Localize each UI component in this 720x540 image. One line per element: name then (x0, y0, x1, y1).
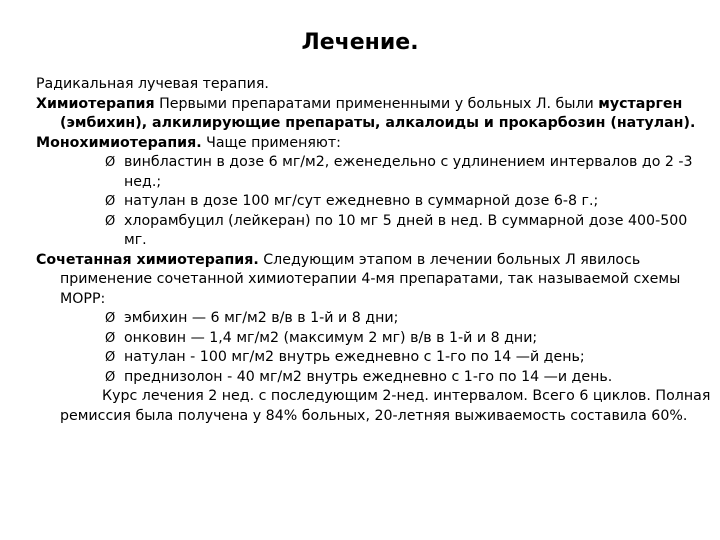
list-item (36, 329, 712, 349)
list-item-text: хлорамбуцил (лейкеран) по 10 мг 5 дней в нед. В суммарной дозе 400-500 мг. (124, 212, 688, 248)
arrow-bullet-icon: Ø (105, 155, 116, 170)
chemotherapy-drugs: мустарген (эмбихин), алкилирующие препараты, алкалоиды и прокарбозин (натулан). (60, 95, 696, 131)
arrow-bullet-icon: Ø (105, 194, 116, 209)
arrow-bullet-icon: Ø (105, 330, 116, 346)
paragraph-chemotherapy (36, 95, 712, 134)
paragraph-combined-chemotherapy (36, 251, 712, 310)
paragraph-radiation (36, 75, 712, 95)
monochemotherapy-heading: Монохимиотерапия. (36, 134, 202, 151)
arrow-bullet-icon: Ø (105, 369, 116, 385)
monochemotherapy-text: Чаще применяют: (201, 134, 341, 151)
list-item (36, 192, 712, 212)
arrow-bullet-icon: Ø (105, 311, 116, 326)
list-item (36, 368, 712, 388)
list-item-text: эмбихин — 6 мг/м2 в/в в 1-й и 8 дни; (124, 310, 399, 326)
chemotherapy-text: Первыми препаратами примененными у больных Л. были (154, 95, 599, 112)
list-item-text: онковин — 1,4 мг/м2 (максимум 2 мг) в/в в 1-й и 8 дни; (124, 329, 538, 346)
arrow-bullet-icon: Ø (105, 213, 116, 229)
chemotherapy-heading: Химиотерапия (36, 95, 155, 112)
list-item-text: натулан в дозе 100 мг/сут ежедневно в суммарной дозе 6-8 г.; (124, 193, 599, 209)
combined-chemotherapy-heading: Сочетанная химиотерапия. (36, 251, 259, 268)
list-item (36, 212, 712, 251)
combined-chemotherapy-text: Следующим этапом в лечении больных Л явилось применение сочетанной химиотерапии 4-мя препаратами, так называемой схемы МОРР: (60, 251, 681, 307)
radiation-text: Радикальная лучевая терапия. (36, 76, 269, 92)
paragraph-monochemotherapy (36, 134, 712, 154)
list-item (36, 153, 712, 192)
course-summary: Курс лечения 2 нед. с последующим 2-нед. интервалом. Всего 6 циклов. Полная ремиссия была получена у 84% больных, 20-летняя выживаемость составила 60%. (60, 388, 711, 424)
arrow-bullet-icon: Ø (105, 350, 116, 365)
list-item (36, 348, 712, 368)
list-item-text: преднизолон - 40 мг/м2 внутрь ежедневно с 1-го по 14 —и день. (124, 368, 613, 385)
slide-title: Лечение. (301, 30, 419, 55)
list-item-text: натулан - 100 мг/м2 внутрь ежедневно с 1-го по 14 —й день; (124, 349, 585, 365)
slide-content (36, 75, 712, 426)
list-item (36, 309, 712, 329)
list-item-text: винбластин в дозе 6 мг/м2, еженедельно с удлинением интервалов до 2 -3 нед.; (124, 154, 693, 190)
